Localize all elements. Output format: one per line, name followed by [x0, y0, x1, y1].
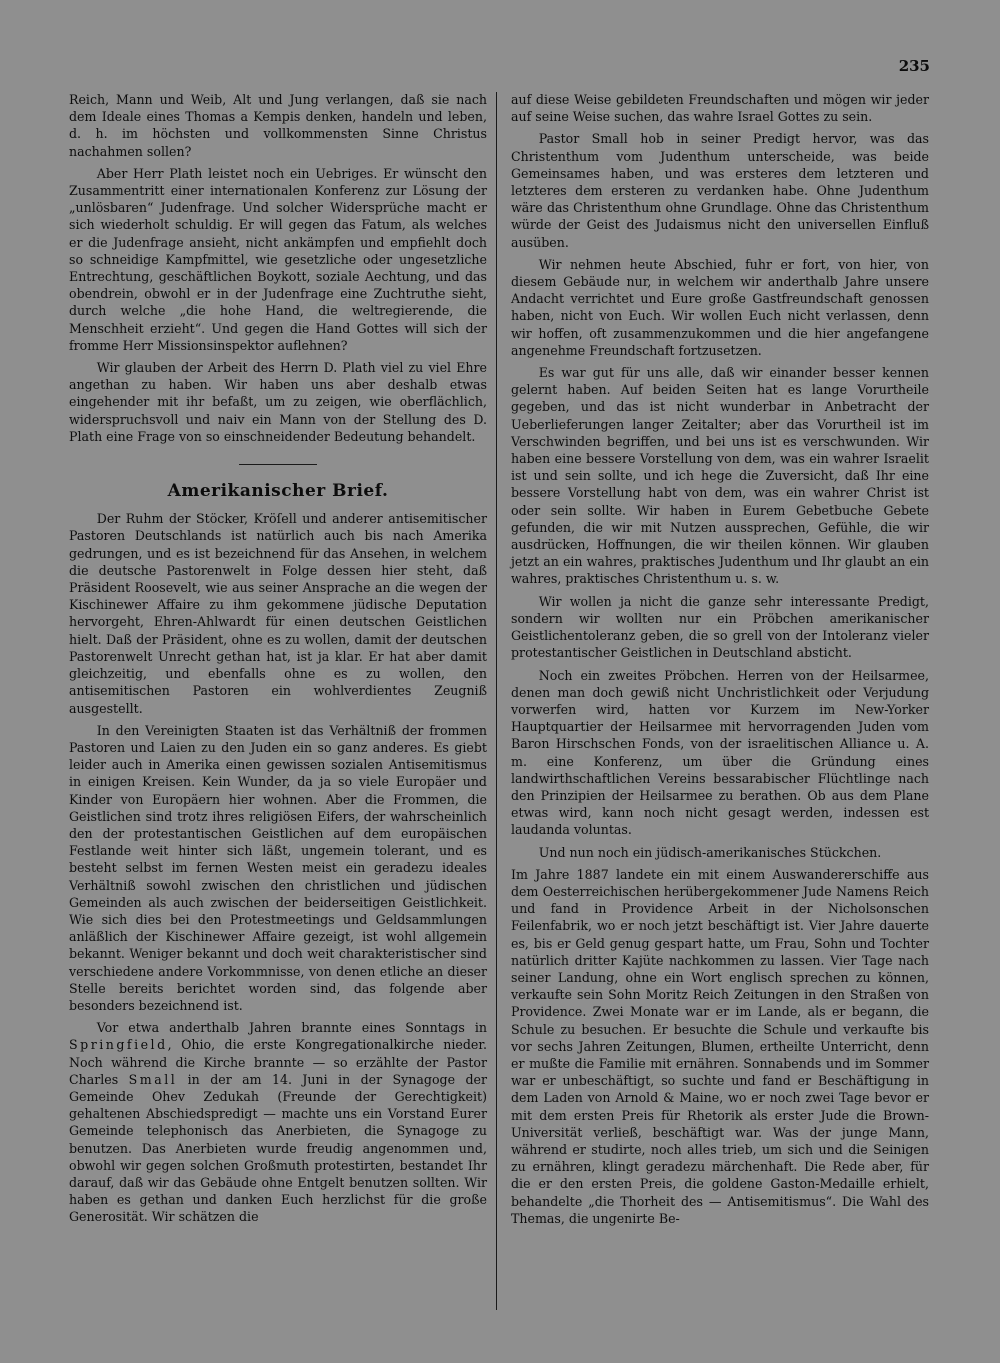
paragraph: auf diese Weise gebildeten Freundschaften und mögen wir jeder auf seine Weise suchen, das wahre Israel Gottes zu sein. — [511, 92, 929, 125]
paragraph: Der Ruhm der Stöcker, Kröſell und anderer antisemitischer Pastoren Deutschlands ist natürlich auch bis nach Amerika gedrungen, und es ist bezeichnend für das Ansehen, in welchem die deutsche Pastorenwelt in Folge dessen hier steht, daß Präsident Roosevelt, wie aus seiner Ansprache an die wegen der Kischinewer Affaire zu ihm gekommene jüdische Deputation hervorgeht, Ehren-Ahlwardt für einen deutschen Geistlichen hielt. Daß der Präsident, ohne es zu wollen, damit der deutschen Pastorenwelt Unrecht gethan hat, ist ja klar. Er hat aber damit gleichzeitig, und ebenfalls ohne es zu wollen, den antisemitischen Pastoren ein wohlverdientes Zeugniß ausgestellt. — [69, 511, 487, 716]
paragraph: Pastor Small hob in seiner Predigt hervor, was das Christenthum vom Judenthum unterscheide, was beide Gemeinsames haben, und was ersteres dem letzteren und letzteres dem ersteren zu verdanken habe. Ohne Judenthum wäre das Christenthum ohne Grundlage. Ohne das Christenthum würde der Geist des Judaismus nicht den universellen Einfluß ausüben. — [511, 131, 929, 250]
text-run: Vor etwa anderthalb Jahren brannte eines Sonntags in — [96, 1020, 487, 1036]
paragraph: Aber Herr Plath leistet noch ein Uebriges. Er wünscht den Zusammentritt einer internationalen Konferenz zur Lösung der „unlösbaren“ Judenfrage. Und solcher Widersprüche macht er sich wiederholt schuldig. Er will gegen das Fatum, als welches er die Judenfrage ansieht, nicht ankämpfen und empfiehlt doch so schneidige Kampfmittel, wie gesetzliche oder ungesetzliche Entrechtung, geschäftlichen Boykott, soziale Aechtung, und das obendrein, obwohl er in der Judenfrage eine Zuchtruthe sieht, durch welche „die hohe Hand, die weltregierende, die Menschheit erzieht“. Und gegen die Hand Gottes will sich der fromme Herr Missionsinspektor auflehnen? — [69, 165, 487, 353]
column-divider — [496, 92, 497, 1310]
paragraph: Wir wollen ja nicht die ganze sehr interessante Predigt, sondern wir wollten nur ein Pröbchen amerikanischer Geistlichentoleranz geben, die so grell von der Intoleranz vieler protestantischer Geistlichen in Deutschland absticht. — [511, 593, 929, 661]
paragraph: Es war gut für uns alle, daß wir einander besser kennen gelernt haben. Auf beiden Seiten hat es lange Vorurtheile gegeben, und das ist nicht wunderbar in Anbetracht der Ueberlieferungen langer Zeitalter; aber das Vorurtheil ist im Verschwinden begriffen, und bei uns ist es verschwunden. Wir haben eine bessere Vorstellung von dem, was ein wahrer Israelit ist und sein sollte, und ich hege die Zuversicht, daß Ihr eine bessere Vorstellung habt von dem, was ein wahrer Christ ist oder sein sollte. Wir haben in Eurem Gebetbuche Gebete gefunden, die wir mit Nutzen aussprechen, Gefühle, die wir ausdrücken, Hoffnungen, die wir theilen können. Wir glauben jetzt an ein wahres, praktisches Judenthum und Ihr glaubt an ein wahres, praktisches Christenthum u. s. w. — [511, 365, 929, 587]
left-column — [69, 91, 487, 1231]
text-run: , Ohio, die erste Kongregationalkirche nieder. Noch während die Kirche brannte — so erzählte der Pastor Charles — [69, 1037, 487, 1087]
paragraph: Wir glauben der Arbeit des Herrn D. Plath viel zu viel Ehre angethan zu haben. Wir haben uns aber deshalb etwas eingehender mit ihr befaßt, um zu zeigen, wie oberflächlich, widerspruchsvoll und naiv ein Mann von der Stellung des D. Plath eine Frage von so einschneidender Bedeutung behandelt. — [69, 360, 487, 444]
paragraph: Wir nehmen heute Abschied, fuhr er fort, von hier, von diesem Gebäude nur, in welchem wir anderthalb Jahre unsere Andacht verrichtet und Eure große Gastfreundschaft genossen haben, nicht von Euch. Wir wollen Euch nicht verlassen, denn wir hoffen, oft zusammenzukommen und die hier angefangene angenehme Freundschaft fortzusetzen. — [511, 256, 929, 358]
paragraph: Im Jahre 1887 landete ein mit einem Auswandererschiffe aus dem Oesterreichischen herübergekommener Jude Namens Reich und fand in Providence Arbeit in der Nicholsonschen Feilenfabrik, wo er noch jetzt beschäftigt ist. Vier Jahre dauerte es, bis er Geld genug gespart hatte, um Frau, Sohn und Tochter natürlich dritter Kajüte nachkommen zu lassen. Vier Tage nach seiner Landung, ohne ein Wort englisch sprechen zu können, verkaufte sein Sohn Moritz Reich Zeitungen in den Straßen von Providence. Zwei Monate war er im Lande, als er begann, die Schule zu besuchen. Er besuchte die Schule und verkaufte bis vor sechs Jahren Zeitungen, Blumen, ertheilte Unterricht, denn er mußte die Familie mit ernähren. Sonnabends und im Sommer war er unbeschäftigt, so suchte und fand er Beschäftigung in dem Laden von Arnold & Maine, wo er noch zwei Tage bevor er mit dem ersten Preis für Rhetorik als erster Jude die Brown-Universität verließ, beschäftigt war. Was der junge Mann, während er studirte, noch alles trieb, um sich und die Seinigen zu ernähren, klingt geradezu märchenhaft. Die Rede aber, für die er den ersten Preis, die goldene Gaston-Medaille erhielt, behandelte „die Thorheit des — Antisemitismus“. Die Wahl des Themas, die ungenirte Be- — [511, 866, 929, 1226]
paragraph — [69, 1019, 487, 1225]
paragraph: Reich, Mann und Weib, Alt und Jung verlangen, daß sie nach dem Ideale eines Thomas a Kempis denken, handeln und leben, d. h. im höchsten und vollkommensten Sinne Christus nachahmen sollen? — [69, 92, 487, 159]
article-heading: Amerikanischer Brief. — [167, 481, 389, 502]
page-number: 235 — [898, 57, 930, 75]
paragraph: Noch ein zweites Pröbchen. Herren von der Heilsarmee, denen man doch gewiß nicht Unchristlichkeit oder Verjudung vorwerfen wird, hatten vor Kurzem im New-Yorker Hauptquartier der Heilsarmee mit hervorragenden Juden vom Baron Hirschschen Fonds, von der israelitischen Alliance u. A. m. eine Konferenz, um über die Gründung eines landwirthschaftlichen Vereins bessarabischer Flüchtlinge nach den Prinzipien der Heilsarmee zu berathen. Ob aus dem Plane etwas wird, kann noch nicht gesagt werden, indessen est laudanda voluntas. — [511, 667, 929, 838]
spaced-city-name: Springfield — [69, 1037, 168, 1053]
right-column — [511, 91, 929, 1232]
paragraph: Und nun noch ein jüdisch-amerikanisches Stückchen. — [538, 844, 882, 860]
spaced-person-name: Small — [128, 1071, 178, 1087]
section-separator — [239, 464, 317, 465]
text-run: in der am 14. Juni in der Synagoge der Gemeinde Ohev Zedukah (Freunde der Gerechtigkeit) gehaltenen Abschiedspredigt — machte uns ein Vorstand Eurer Gemeinde telephonisch das Anerbieten, die Synagoge zu benutzen. Das Anerbieten wurde freudig angenommen und, obwohl wir gegen solchen Großmuth protestirten, bestandet Ihr darauf, daß wir das Gebäude ohne Entgelt benutzen sollten. Wir haben es gethan und danken Euch herzlichst für die große Generosität. Wir schätzen die — [69, 1071, 487, 1225]
paragraph: In den Vereinigten Staaten ist das Verhältniß der frommen Pastoren und Laien zu den Juden ein so ganz anderes. Es giebt leider auch in Amerika einen gewissen sozialen Antisemitismus in einigen Kreisen. Kein Wunder, da ja so viele Europäer und Kinder von Europäern hier wohnen. Aber die Frommen, die Geistlichen sind trotz ihres religiösen Eifers, der wahrscheinlich den der protestantischen Geistlichen auf dem europäischen Festlande weit hinter sich läßt, ungemein tolerant, und es besteht selbst im fernen Westen meist ein geradezu ideales Verhältniß sowohl zwischen den christlichen und jüdischen Gemeinden als auch zwischen der beiderseitigen Geistlichkeit. Wie sich dies bei den Protestmeetings und Geldsammlungen anläßlich der Kischinewer Affaire gezeigt, ist wohl allgemein bekannt. Weniger bekannt und doch weit charakteristischer sind verschiedene andere Vorkommnisse, von denen etliche an dieser Stelle bereits berichtet worden sind, das folgende aber besonders bezeichnend ist. — [69, 722, 487, 1013]
